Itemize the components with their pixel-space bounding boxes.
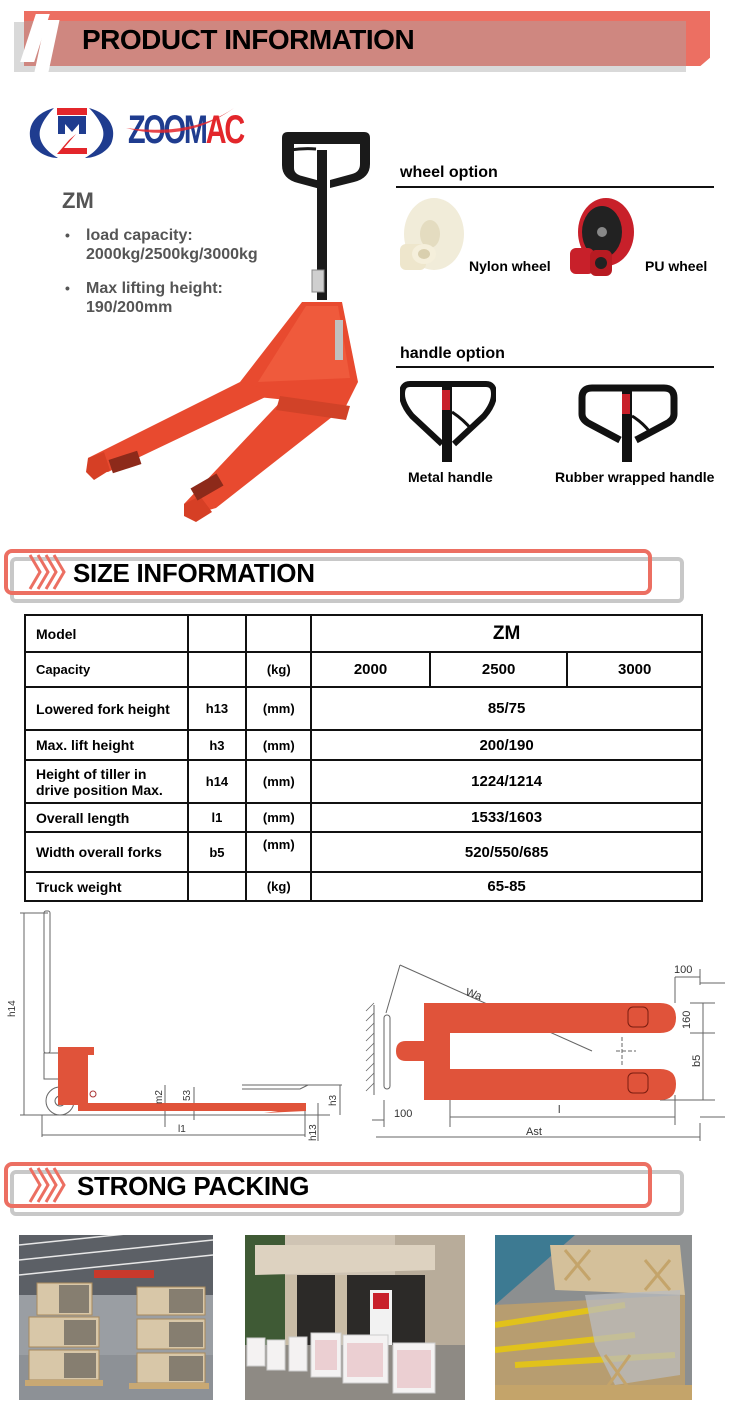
size-information-banner xyxy=(0,549,750,619)
metal-handle-label: Metal handle xyxy=(408,469,493,485)
strong-packing-banner xyxy=(0,1162,750,1232)
table-row: Overall length l1 (mm) 1533/1603 xyxy=(25,803,702,832)
svg-text:h14: h14 xyxy=(7,1000,18,1017)
side-view-diagram xyxy=(0,905,360,1150)
table-row: Truck weight (kg) 65-85 xyxy=(25,872,702,901)
pallet-truck-image xyxy=(80,120,380,530)
rubber-handle-icon xyxy=(578,382,678,462)
model-label: Model xyxy=(25,615,188,652)
section-title: STRONG PACKING xyxy=(77,1171,310,1201)
divider xyxy=(396,366,714,368)
spec-table xyxy=(24,614,703,902)
table-row: Width overall forks b5 (mm) 520/550/685 xyxy=(25,832,702,872)
chevrons-icon xyxy=(24,553,74,591)
feature-load-capacity: • load capacity: 2000kg/2500kg/3000kg xyxy=(62,226,292,264)
table-row: Max. lift height h3 (mm) 200/190 xyxy=(25,730,702,760)
chevrons-icon xyxy=(24,1166,74,1204)
wheel-option-heading: wheel option xyxy=(400,164,498,181)
model-name: ZM xyxy=(62,188,94,213)
pu-wheel-label: PU wheel xyxy=(645,258,708,274)
product-information-banner xyxy=(0,0,750,90)
table-row: Capacity (kg) 2000 2500 3000 xyxy=(25,652,702,687)
svg-text:100: 100 xyxy=(394,1108,413,1120)
svg-text:Ast: Ast xyxy=(526,1126,542,1138)
packing-photo-wooden-crates xyxy=(495,1235,692,1400)
svg-text:h3: h3 xyxy=(328,1094,339,1106)
section-title: SIZE INFORMATION xyxy=(73,558,315,588)
table-header-row xyxy=(25,615,702,652)
divider xyxy=(396,186,714,188)
table-row: Lowered fork height h13 (mm) 85/75 xyxy=(25,687,702,730)
pu-wheel-icon xyxy=(568,196,636,280)
model-value: ZM xyxy=(311,615,702,652)
svg-text:b5: b5 xyxy=(691,1054,703,1067)
logo-wordmark: ZOOMAC xyxy=(128,108,244,152)
svg-text:53: 53 xyxy=(182,1089,193,1101)
feature-max-lifting-height: • Max lifting height: 190/200mm xyxy=(62,279,292,317)
packing-photo-factory-entrance xyxy=(245,1235,465,1400)
svg-text:160: 160 xyxy=(681,1010,693,1029)
top-view-diagram xyxy=(360,955,750,1145)
nylon-wheel-icon xyxy=(396,196,466,280)
svg-text:100: 100 xyxy=(674,964,693,976)
packing-photo-warehouse xyxy=(19,1235,213,1400)
section-title: PRODUCT INFORMATION xyxy=(82,24,415,55)
nylon-wheel-label: Nylon wheel xyxy=(469,258,551,274)
rubber-handle-label: Rubber wrapped handle xyxy=(555,469,715,485)
svg-text:l: l xyxy=(558,1104,561,1116)
svg-text:l1: l1 xyxy=(178,1124,186,1135)
svg-text:m2: m2 xyxy=(154,1090,165,1104)
svg-text:h13: h13 xyxy=(308,1124,319,1141)
metal-handle-icon xyxy=(400,378,496,462)
table-row: Height of tiller in drive position Max. h14 (mm) 1224/1214 xyxy=(25,760,702,803)
svg-text:Wa: Wa xyxy=(464,986,484,1003)
handle-option-heading: handle option xyxy=(400,345,505,362)
